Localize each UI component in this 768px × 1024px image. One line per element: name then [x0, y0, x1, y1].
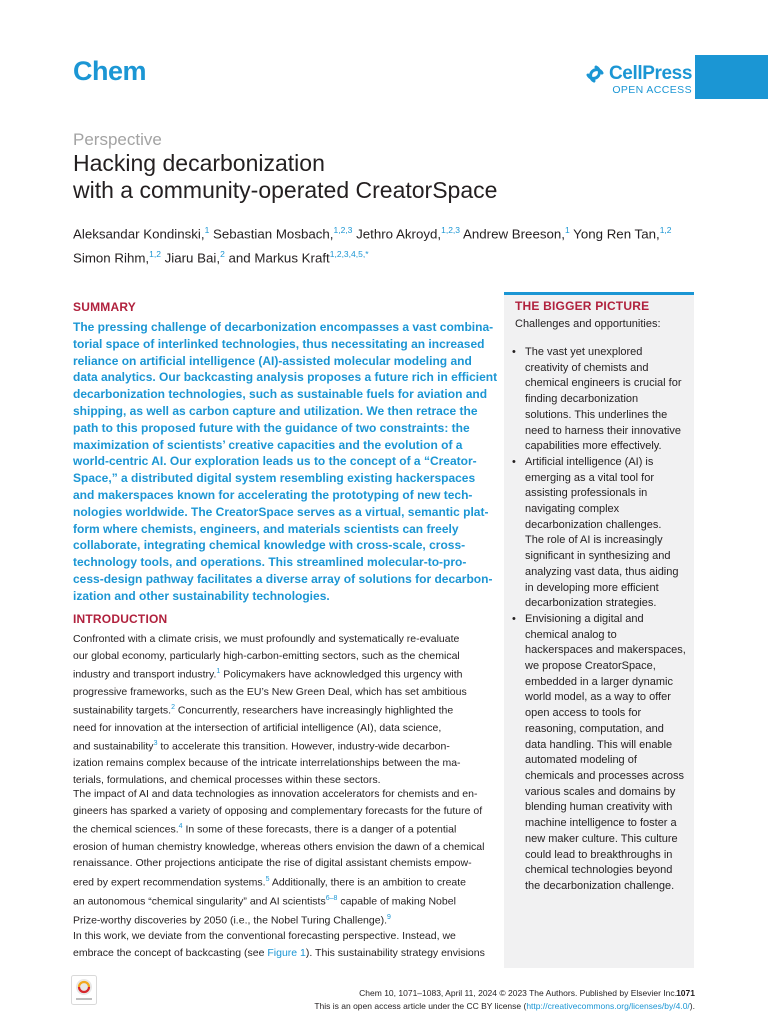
summary-line: decarbonization technologies, such as sustainable fuels for aviation and	[73, 387, 488, 402]
bullet-line: machine intelligence to foster a	[525, 817, 677, 830]
introduction-heading: INTRODUCTION	[73, 612, 168, 626]
text-line	[73, 910, 480, 929]
author-name: Simon Rihm,	[73, 250, 150, 266]
text-run: to accelerate this transition. However, industry-wide decarbon-	[157, 740, 450, 753]
text-run: The impact of AI and data technologies as innovation accelerators for chemists and en-	[73, 788, 478, 800]
summary-text	[73, 319, 498, 605]
summary-line: cess-design pathway facilitates a diverse array of solutions for decarbon-	[73, 571, 493, 586]
text-line	[73, 928, 480, 945]
title-line: Hacking decarbonization	[73, 150, 325, 176]
text-run: embrace the concept of backcasting (see	[73, 946, 268, 959]
bullet-line: new maker culture. This culture	[525, 832, 678, 845]
reference-marker: 5	[265, 876, 270, 884]
bullet-line: emerging as a vital tool for	[525, 471, 655, 484]
bullet-line: automated modeling of	[525, 754, 637, 767]
text-line	[73, 786, 480, 803]
bullet-line: navigating complex	[525, 503, 620, 516]
text-run: capable of making Nobel	[337, 895, 456, 908]
reference-marker: 4	[178, 823, 183, 831]
bigger-picture-item	[510, 455, 690, 612]
author-list	[73, 220, 713, 269]
text-line	[73, 819, 480, 838]
bullet-icon: •	[512, 346, 516, 358]
bullet-line: we propose CreatorSpace,	[525, 660, 656, 673]
text-line	[73, 684, 480, 701]
summary-line: and makerspaces known for accelerating the prototyping of new tech-	[73, 487, 473, 502]
article-type: Perspective	[73, 130, 162, 149]
text-line	[73, 700, 480, 719]
text-run: In this work, we deviate from the conventional forecasting perspective. Instead, we	[73, 930, 456, 942]
text-run: need for innovation at the intersection of artificial intelligence (AI), data science,	[73, 721, 442, 734]
publisher-name: CellPress	[608, 63, 692, 84]
bullet-line: analyzing vast data, thus aiding	[525, 565, 679, 578]
text-line	[73, 664, 480, 683]
text-run: the chemical sciences.	[73, 823, 179, 836]
summary-line: path to this proposed future with the guidance of two constraints: the	[73, 420, 470, 435]
text-line	[73, 872, 480, 891]
affiliation-marker: 2	[220, 249, 225, 260]
affiliation-marker: 1,2,3	[441, 225, 461, 235]
text-run: ). This sustainability strategy envisions	[305, 946, 485, 959]
summary-line: shipping, as well as carbon capture and utilization. We then retrace the	[73, 403, 478, 418]
reference-marker: 1	[216, 668, 221, 676]
bullet-line: significant in synthesizing and	[525, 550, 671, 563]
text-run: ization remains complex because of the intricate interrelationships between the ma-	[73, 757, 461, 770]
bullet-line: finding decarbonization	[525, 393, 639, 406]
bullet-line: blending human creativity with	[525, 801, 673, 814]
bullet-line: could lead to breakthroughs in	[525, 848, 673, 861]
summary-line: reliance on artificial intelligence (AI)-assisted molecular modeling and	[73, 353, 472, 368]
bullet-line: various scales and domains by	[525, 785, 676, 798]
text-run: Confronted with a climate crisis, we must profoundly and systematically re-evaluate	[73, 633, 460, 645]
author-line	[73, 220, 713, 244]
text-line	[73, 855, 480, 872]
figure-link[interactable]: Figure 1	[267, 946, 306, 959]
text-run: sustainability targets.	[73, 704, 172, 717]
reference-marker: 2	[171, 704, 175, 712]
reference-marker: 3	[153, 740, 158, 748]
affiliation-marker: 1,2	[659, 225, 672, 235]
text-run: an autonomous “chemical singularity” and AI scientists	[73, 895, 326, 908]
text-run: Additionally, there is an ambition to create	[269, 876, 467, 889]
author-name: Jethro Akroyd,	[352, 226, 442, 242]
summary-line: form where chemists, engineers, and materials scientists can freely	[73, 521, 459, 536]
bullet-line: solutions. This underlines the	[525, 408, 668, 421]
summary-heading: SUMMARY	[73, 300, 136, 314]
summary-line: technology tools, and operations. This streamlined molecular-to-pro-	[73, 555, 467, 570]
author-name: Andrew Breeson,	[460, 226, 565, 242]
bullet-line: reasoning, computation, and	[525, 722, 664, 735]
license-link[interactable]: http://creativecommons.org/licenses/by/4.0/	[526, 1001, 690, 1011]
bullet-line: data handling. This will enable	[525, 738, 673, 751]
author-name: Sebastian Mosbach,	[209, 226, 334, 242]
affiliation-marker: 1,2,3,4,5,*	[329, 249, 369, 260]
author-name: Aleksandar Kondinski,	[73, 226, 205, 242]
text-line	[73, 945, 485, 962]
publisher-block	[585, 63, 692, 96]
text-line	[73, 839, 485, 856]
summary-line: nologies worldwide. The CreatorSpace serves as a virtual, semantic plat-	[73, 504, 489, 519]
bullet-line: hackerspaces and makerspaces,	[525, 644, 686, 657]
text-run: Prize-worthy discoveries by 2050 (i.e., the Nobel Turing Challenge).	[73, 914, 387, 927]
text-line	[73, 803, 483, 820]
summary-line: maximization of scientists’ creative capacities and the evolution of a	[73, 437, 463, 452]
citation-line: Chem 10, 1071–1083, April 11, 2024 © 2023 The Authors. Published by Elsevier Inc.	[359, 988, 677, 998]
article-title	[73, 150, 497, 204]
text-run: erosion of human chemistry knowledge, whereas others envision the dawn of a chemical	[73, 840, 485, 853]
bigger-picture-subheading: Challenges and opportunities:	[515, 318, 661, 330]
affiliation-marker: 1,2,3	[333, 225, 353, 235]
bullet-icon: •	[512, 455, 516, 468]
summary-line: Space,” a distributed digital system resembling existing hackerspaces	[73, 471, 476, 486]
text-line	[73, 736, 480, 755]
bullet-line: decarbonization strategies.	[525, 597, 657, 610]
text-run: Concurrently, researchers have increasingly highlighted the	[174, 704, 454, 717]
summary-line: torial space of interlinked technologies, thus necessitating an increased	[73, 336, 485, 351]
bullet-line: capabilities more effectively.	[525, 440, 662, 453]
intro-paragraph	[73, 928, 485, 961]
license-suffix: ).	[689, 1001, 695, 1011]
summary-line: world-centric AI. Our exploration leads us to the concept of a “Creator-	[73, 454, 477, 469]
bullet-line: decarbonization challenges.	[525, 518, 662, 531]
bullet-line: chemical engineers is crucial for	[525, 377, 682, 390]
text-line	[73, 631, 480, 648]
affiliation-marker: 1	[204, 225, 210, 235]
bigger-picture-heading: THE BIGGER PICTURE	[515, 299, 650, 313]
author-name: Yong Ren Tan,	[569, 226, 660, 242]
bullet-line: open access to tools for	[525, 707, 642, 720]
bullet-icon: •	[512, 612, 516, 625]
bigger-picture-item	[510, 612, 690, 895]
bullet-line: embedded in a larger dynamic	[525, 675, 673, 688]
author-name: and Markus Kraft	[224, 250, 330, 266]
bullet-line: chemicals and processes across	[525, 769, 684, 782]
text-line	[73, 755, 480, 772]
title-line: with a community-operated CreatorSpace	[73, 177, 498, 203]
text-run: and sustainability	[73, 740, 154, 753]
text-line	[73, 720, 480, 737]
bullet-line: creativity of chemists and	[525, 361, 649, 374]
text-line	[73, 891, 480, 910]
intro-paragraph	[73, 631, 480, 789]
bullet-line: assisting professionals in	[525, 487, 648, 500]
bullet-line: Artificial intelligence (AI) is	[525, 455, 654, 468]
license-prefix: This is an open access article under the CC BY license (	[314, 1001, 527, 1011]
bullet-line: chemical technologies beyond	[525, 864, 673, 877]
summary-line: The pressing challenge of decarbonization encompasses a vast combina-	[73, 320, 494, 334]
text-run: Policymakers have acknowledged this urgency with	[220, 668, 463, 681]
open-access-label: OPEN ACCESS	[612, 84, 692, 96]
cellpress-logo-icon	[585, 64, 605, 84]
author-name: Jiaru Bai,	[160, 250, 221, 266]
text-run: In some of these forecasts, there is a danger of a potential	[182, 823, 457, 836]
bullet-line: world model, as a way to offer	[525, 691, 671, 704]
text-run: industry and transport industry.	[73, 668, 217, 681]
bullet-line: the decarbonization challenge.	[525, 879, 675, 892]
intro-paragraph	[73, 786, 485, 930]
summary-line: collaborate, integrating chemical knowledge with cross-scale, cross-	[73, 538, 466, 553]
bullet-line: chemical analog to	[525, 628, 617, 641]
text-line	[73, 648, 480, 665]
bullet-line: The vast yet unexplored	[525, 346, 643, 358]
reference-marker: 9	[387, 914, 391, 922]
text-run: gineers has sparked a variety of opposing and complementary forecasts for the future of	[73, 804, 483, 817]
bullet-line: need to harness their innovative	[525, 424, 681, 437]
journal-name: Chem	[73, 56, 147, 86]
text-run: ered by expert recommendation systems.	[73, 876, 266, 889]
text-run: terials, formulations, and chemical processes within these sectors.	[73, 774, 381, 787]
reference-marker: 6–8	[325, 895, 338, 903]
summary-line: data analytics. Our backcasting analysis proposes a future rich in efficient	[73, 370, 498, 385]
author-line	[73, 244, 713, 268]
bullet-line: The role of AI is increasingly	[525, 534, 663, 547]
summary-line: ization and other sustainability technologies.	[73, 588, 330, 603]
bullet-line: in developing more efficient	[525, 581, 659, 594]
affiliation-marker: 1,2	[149, 249, 161, 260]
affiliation-marker: 1	[564, 225, 570, 235]
text-run: renaissance. Other projections anticipate the rise of digital assistant chemists empow-	[73, 857, 472, 870]
check-for-updates-seal-icon[interactable]	[71, 975, 97, 1005]
text-run: progressive frameworks, such as the EU’s New Green Deal, which has set ambitious	[73, 685, 467, 698]
corner-tab	[695, 55, 768, 99]
page-number: 1071	[676, 988, 695, 998]
bullet-line: Envisioning a digital and	[525, 612, 644, 625]
license-line	[314, 1001, 695, 1011]
bigger-picture-list	[510, 345, 690, 895]
bigger-picture-item	[510, 345, 690, 455]
text-run: our global economy, particularly high-carbon-emitting sectors, such as the chemical	[73, 649, 460, 662]
